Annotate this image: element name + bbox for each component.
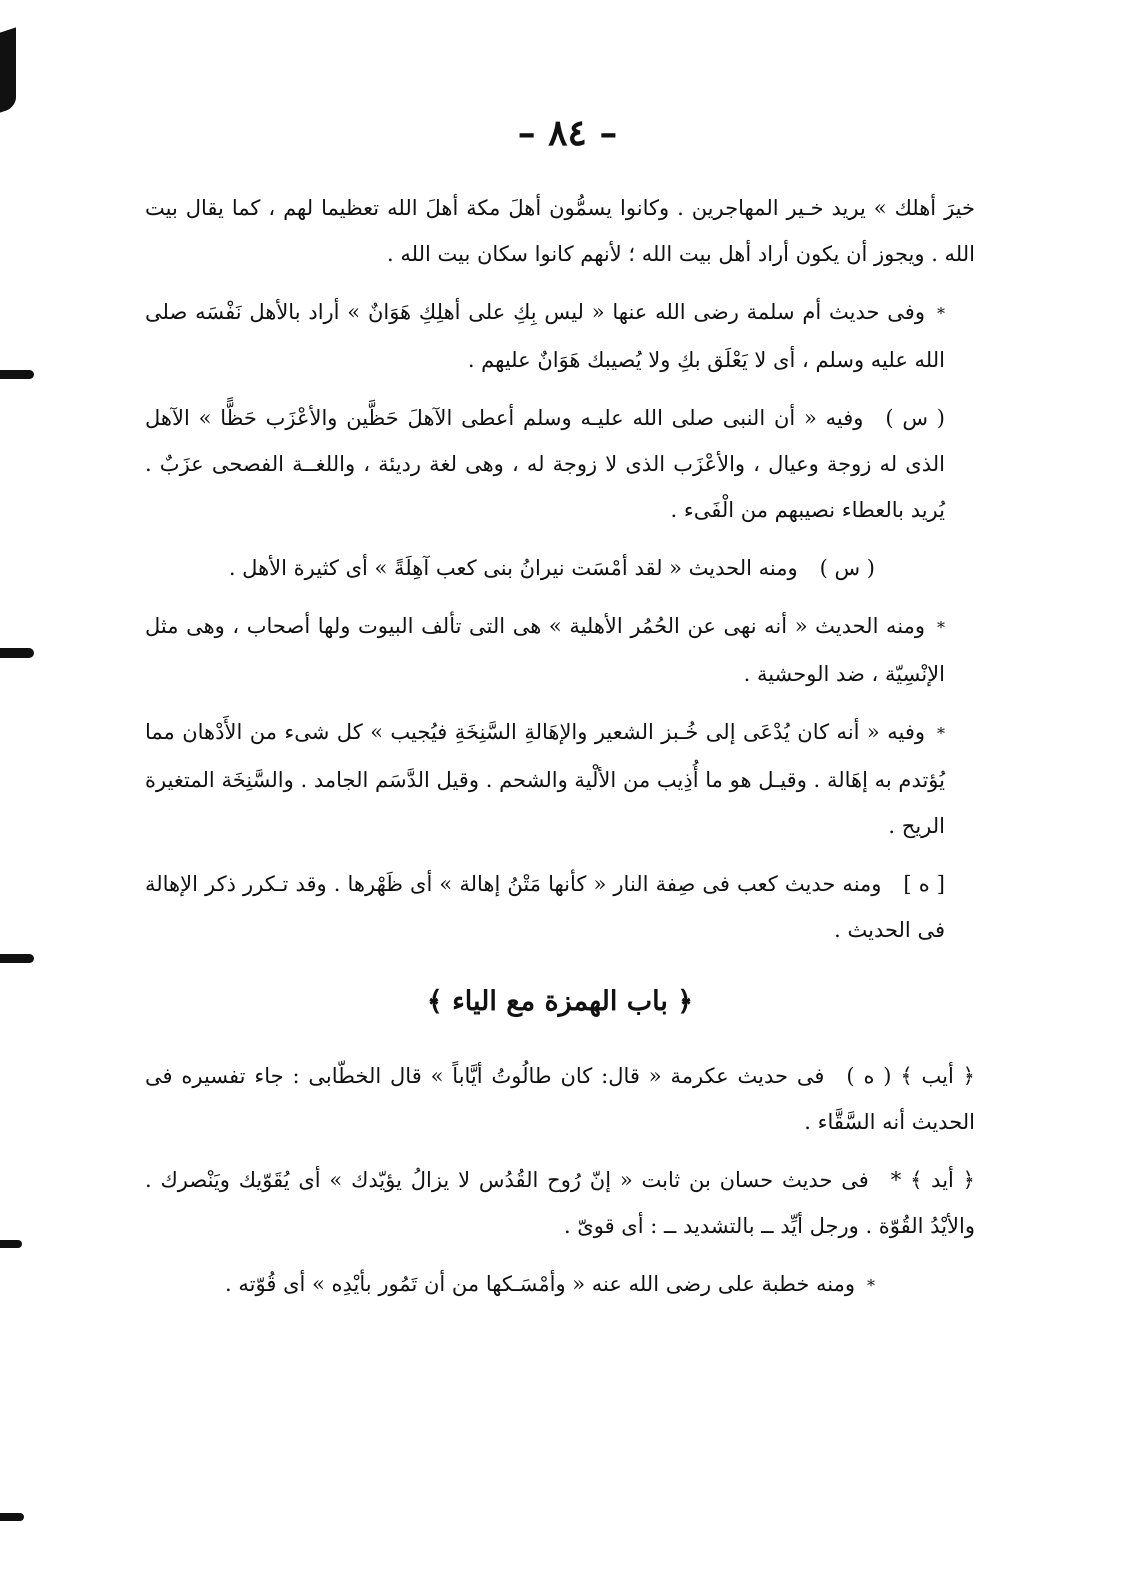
- asterisk-marker: *: [937, 724, 945, 743]
- entry-text: فى حديث عكرمة « قال: كان طالُوتُ أيَّاباً » قال الخطّابى : جاء تفسيره فى الحديث أنه السَّقَّاء .: [145, 1064, 975, 1134]
- paragraph: [145, 545, 975, 591]
- entry-text: فى حديث حسان بن ثابت « إنّ رُوح القُدُس لا يزالُ يؤيّدك » أى يُقَوّيك ويَنْصرك . والأيْدُ القُوّة . ورجل أيِّد ــ بالتشديد ــ : أى قوىّ .: [145, 1168, 975, 1238]
- paragraph-text: خيرَ أهلك » يريد خـير المهاجرين . وكانوا يسمُّون أهلَ مكة أهلَ الله تعظيما لهم ، كما يقال بيت الله . ويجوز أن يكون أراد أهل بيت الله ؛ لأنهم كانوا سكان بيت الله .: [145, 196, 975, 266]
- scan-edge-mark-top: [0, 27, 16, 112]
- asterisk-marker: *: [937, 304, 945, 323]
- dictionary-entry: [145, 1261, 975, 1309]
- scan-edge-mark: [0, 1513, 24, 1521]
- page-number: – ٨٤ –: [517, 112, 618, 154]
- entry-headword: ﴿ أيد ﴾ *: [890, 1168, 975, 1192]
- paragraph-text: ومنه الحديث « لقد أمْسَت نيرانُ بنى كعب آهِلَةً » أى كثيرة الأهل .: [228, 556, 798, 580]
- dictionary-entry: [145, 1157, 975, 1249]
- paragraph: [145, 185, 975, 277]
- paragraph: [145, 709, 975, 849]
- paragraph: [145, 289, 975, 383]
- scan-edge-mark: [0, 648, 34, 658]
- dictionary-entry: [145, 1053, 975, 1145]
- paragraph: [145, 395, 975, 533]
- entry-text: ومنه خطبة على رضى الله عنه « وأمْسَـكها من أن تَمُور بأيْدِه » أى قُوّته .: [225, 1272, 855, 1296]
- paragraph-text: وفى حديث أم سلمة رضى الله عنها « ليس بِكِ على أهلِكِ هَوَانٌ » أراد بالأهل نَفْسَه صلى الله عليه وسلم ، أى لا يَعْلَق بكِ ولا يُصيبك هَوَانٌ عليهم .: [145, 300, 945, 372]
- page-body: [145, 185, 975, 1321]
- asterisk-marker: *: [867, 1276, 875, 1295]
- source-tag: ( س ): [885, 406, 945, 430]
- paragraph-text: ومنه الحديث « أنه نهى عن الحُمُر الأهلية » هى التى تألف البيوت ولها أصحاب ، وهى مثل الإنْسِيّة ، ضد الوحشية .: [145, 614, 945, 686]
- paragraph-text: وفيه « أنه كان يُدْعَى إلى خُـبز الشعير والإهَالةِ السَّنِخَةِ فيُجيب » كل شىء من الأَدْهان مما يُؤتدم به إهَالة . وقيـل هو ما أُذِيب من الألْية والشحم . وقيل الدَّسَم الجامد . والسَّنِخَة المتغيرة الريح .: [145, 720, 945, 838]
- paragraph: [145, 861, 975, 953]
- source-tag: [ ه ]: [903, 872, 945, 896]
- asterisk-marker: *: [937, 618, 945, 637]
- entry-headword: ﴿ أيب ﴾ ( ه ): [846, 1064, 975, 1088]
- scan-edge-mark: [0, 370, 34, 379]
- section-heading: ﴿ باب الهمزة مع الياء ﴾: [426, 986, 694, 1017]
- paragraph-text: ومنه حديث كعب فى صِفة النار « كأنها مَتْنُ إهالة » أى ظَهْرها . وقد تـكرر ذكر الإهالة فى الحديث .: [145, 872, 945, 942]
- paragraph: [145, 603, 975, 697]
- source-tag: ( س ): [819, 556, 875, 580]
- paragraph-text: وفيه « أن النبى صلى الله عليـه وسلم أعطى الآهلَ حَظَّين والأعْزَب حَظًّا » الآهل الذى له زوجة وعيال ، والأعْزَب الذى لا زوجة له ، وهى لغة رديئة ، واللغــة الفصحى عزَبٌ . يُريد بالعطاء نصيبهم من الْفَىء .: [145, 406, 945, 522]
- scan-edge-mark: [0, 1240, 22, 1248]
- scan-edge-mark: [0, 954, 34, 963]
